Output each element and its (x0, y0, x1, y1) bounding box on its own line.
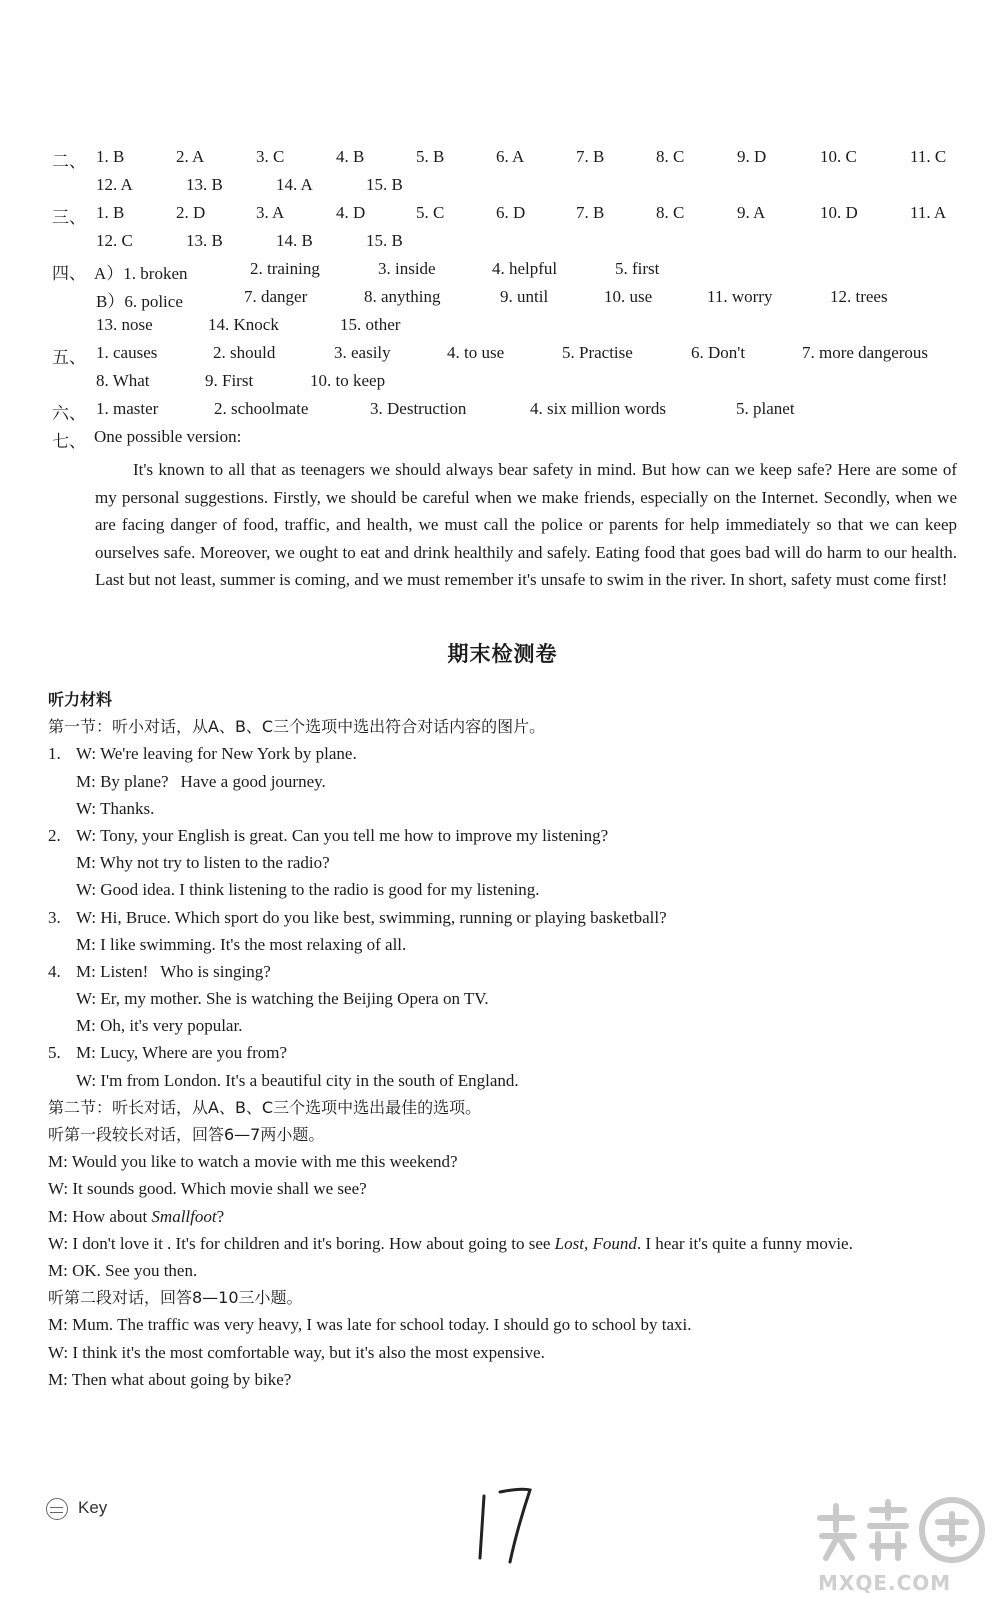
line-text: W: Tony, your English is great. Can you tell me how to improve my listening? (76, 825, 609, 845)
listening-material (48, 686, 963, 1393)
dialogue-line (48, 1203, 963, 1230)
conversation1-instruction: 听第一段较长对话，回答6—7两小题。 (48, 1125, 325, 1144)
answer-item: 11. A (910, 203, 947, 222)
dialogue-line (48, 768, 963, 795)
sec6-label: 六、 (52, 404, 86, 423)
answer-item: 4. helpful (492, 259, 558, 278)
answer-item: 7. more dangerous (802, 343, 929, 362)
answer-item: 5. planet (736, 399, 795, 418)
answer-item: A）1. broken (94, 264, 188, 283)
dialogue-line: M: OK. See you then. (48, 1260, 198, 1280)
answer-item: 10. C (820, 147, 857, 166)
line-text: W: Hi, Bruce. Which sport do you like best, swimming, running or playing basketball? (76, 907, 667, 927)
answer-item: 2. A (176, 147, 205, 166)
answer-item: 4. to use (447, 343, 505, 362)
answer-item: 15. B (366, 175, 403, 194)
dialogue-line: W: I'm from London. It's a beautiful city in the south of England. (76, 1070, 519, 1090)
sec7-row (0, 427, 1005, 453)
dialogue-number: 3. (48, 907, 61, 927)
sec5-label: 五、 (52, 348, 86, 367)
dialogue-line (48, 822, 963, 849)
answer-item: 2. should (213, 343, 276, 362)
sec2-row1 (0, 147, 1005, 173)
answer-item: 7. B (576, 147, 605, 166)
dialogue-line: W: It sounds good. Which movie shall we see? (48, 1179, 367, 1199)
footer-key-label: Key (78, 1498, 108, 1517)
line-text: . I hear it's quite a funny movie. (636, 1233, 853, 1253)
dialogue-line: W: I think it's the most comfortable way, but it's also the most expensive. (48, 1342, 545, 1362)
answer-item: 15. other (340, 315, 401, 334)
essay-paragraph: It's known to all that as teenagers we should always bear safety in mind. But how can we keep safe? Here are some of my personal suggestions. Firstly, we should be careful when we make friends, especially on the Internet. Secondly, when we are facing danger of food, traffic, and health, we must call the police or parents for help immediately so that we can keep ourselves safe. Moreover, we ought to eat and drink healthily and safely. Eating food that goes bad will do harm to our health. Last but not least, summer is coming, and we must remember it's unsafe to swim in the river. In short, safety must come first! (95, 460, 957, 589)
answer-item: 5. Practise (562, 343, 633, 362)
sec2-label: 二、 (52, 152, 86, 171)
dialogue-line (48, 958, 963, 985)
answer-item: 8. C (656, 203, 685, 222)
sec6-row1 (0, 399, 1005, 425)
dialogue-line (48, 904, 963, 931)
answer-item: 12. trees (830, 287, 888, 306)
answer-item: 4. B (336, 147, 365, 166)
answer-item: 3. C (256, 147, 285, 166)
answer-item: 12. C (96, 231, 133, 250)
answer-item: 7. danger (244, 287, 308, 306)
dialogue-line: W: Er, my mother. She is watching the Beijing Opera on TV. (76, 989, 489, 1009)
listening-heading: 听力材料 (48, 690, 113, 709)
answer-item: 1. B (96, 203, 125, 222)
line-text: M: Lucy, Where are you from? (76, 1043, 287, 1063)
dialogue-line: M: I like swimming. It's the most relaxing of all. (76, 934, 407, 954)
answer-item: 13. nose (96, 315, 153, 334)
answer-item: 3. Destruction (370, 399, 467, 418)
sec4-row3 (0, 315, 1005, 341)
line-text: M: Listen! (76, 961, 149, 981)
model-essay (95, 456, 957, 594)
answer-item: 9. D (737, 147, 767, 166)
key-logo-icon (46, 1498, 68, 1520)
dialogue-line (48, 740, 963, 767)
answer-item: 15. B (366, 231, 403, 250)
movie-title: Smallfoot (151, 1206, 217, 1226)
answer-item: 1. causes (96, 343, 158, 362)
line-text: M: How about (48, 1206, 152, 1226)
answer-item: 3. easily (334, 343, 391, 362)
dialogue-line: W: Thanks. (76, 798, 155, 818)
sec7-label: 七、 (52, 432, 86, 451)
sec3-row1 (0, 203, 1005, 229)
answer-item: 5. B (416, 147, 445, 166)
answer-item: 14. Knock (208, 315, 279, 334)
dialogue-line: M: Oh, it's very popular. (76, 1016, 243, 1036)
sec2-row2 (0, 175, 1005, 201)
answer-item: 9. A (737, 203, 766, 222)
answer-item: 13. B (186, 231, 223, 250)
answer-item: 14. A (276, 175, 313, 194)
line-text: M: By plane? (76, 771, 169, 791)
answer-item: 8. What (96, 371, 150, 390)
sec3-row2 (0, 231, 1005, 257)
answer-item: 1. B (96, 147, 125, 166)
answer-item: 1. master (96, 399, 159, 418)
line-text: Who is singing? (160, 961, 271, 981)
dialogue-number: 1. (48, 744, 61, 764)
answer-item: 8. anything (364, 287, 441, 306)
dialogue-line (48, 1039, 963, 1066)
dialogue-number: 2. (48, 825, 61, 845)
answer-item: 6. Don't (691, 343, 746, 362)
dialogue-number: 5. (48, 1043, 61, 1063)
answer-item: 3. A (256, 203, 285, 222)
answer-item: 5. first (615, 259, 660, 278)
answer-item: 10. to keep (310, 371, 386, 390)
answer-item: 9. until (500, 287, 549, 306)
dialogue-number: 4. (48, 961, 61, 981)
answer-item: 14. B (276, 231, 313, 250)
line-text: Have a good journey. (180, 771, 326, 791)
sec4-row1 (0, 259, 1005, 285)
answer-item: 11. C (910, 147, 947, 166)
line-text: W: I don't love it . It's for children and it's boring. How about going to see (48, 1233, 555, 1253)
answer-item: 2. training (250, 259, 320, 278)
part2-instruction: 第二节：听长对话，从A、B、C三个选项中选出最佳的选项。 (48, 1097, 482, 1117)
sec5-row2 (0, 371, 1005, 397)
dialogue-line (48, 1230, 963, 1257)
essay-intro: One possible version: (94, 427, 242, 446)
watermark-logo (812, 1488, 998, 1596)
answer-item: 6. D (496, 203, 526, 222)
dialogue-line: M: Mum. The traffic was very heavy, I was late for school today. I should go to school by taxi. (48, 1315, 692, 1335)
answer-item: 6. A (496, 147, 525, 166)
dialogue-line: M: Why not try to listen to the radio? (76, 853, 330, 873)
line-text: W: We're leaving for New York by plane. (76, 744, 357, 764)
answer-item: 2. schoolmate (214, 399, 309, 418)
dialogue-line: M: Would you like to watch a movie with me this weekend? (48, 1152, 458, 1172)
movie-title: Lost, Found (554, 1233, 637, 1253)
answer-item: 2. D (176, 203, 206, 222)
sec3-label: 三、 (52, 208, 86, 227)
answer-item: 10. use (604, 287, 653, 306)
dialogue-line: M: Then what about going by bike? (48, 1369, 292, 1389)
answer-item: 4. D (336, 203, 366, 222)
sec5-row1 (0, 343, 1005, 369)
answer-item: 3. inside (378, 259, 436, 278)
final-exam-title: 期末检测卷 (447, 642, 558, 666)
answer-item: 4. six million words (530, 399, 667, 418)
answer-item: 5. C (416, 203, 445, 222)
answer-item: 12. A (96, 175, 133, 194)
dialogue-line: W: Good idea. I think listening to the radio is good for my listening. (76, 880, 540, 900)
answer-item: 13. B (186, 175, 223, 194)
svg-text:MXQE.COM: MXQE.COM (818, 1571, 952, 1595)
answer-item: 8. C (656, 147, 685, 166)
sec4-label: 四、 (52, 264, 86, 283)
answer-item: 9. First (205, 371, 254, 390)
answer-item: B）6. police (96, 292, 183, 311)
part1-instruction: 第一节：听小对话，从A、B、C三个选项中选出符合对话内容的图片。 (48, 717, 546, 737)
handwritten-page-number (470, 1478, 540, 1568)
answer-item: 10. D (820, 203, 858, 222)
line-text: ? (216, 1206, 225, 1226)
sec4-row2 (0, 287, 1005, 313)
answer-item: 7. B (576, 203, 605, 222)
conversation2-instruction: 听第二段对话，回答8—10三小题。 (48, 1288, 303, 1308)
answer-item: 11. worry (707, 287, 773, 306)
